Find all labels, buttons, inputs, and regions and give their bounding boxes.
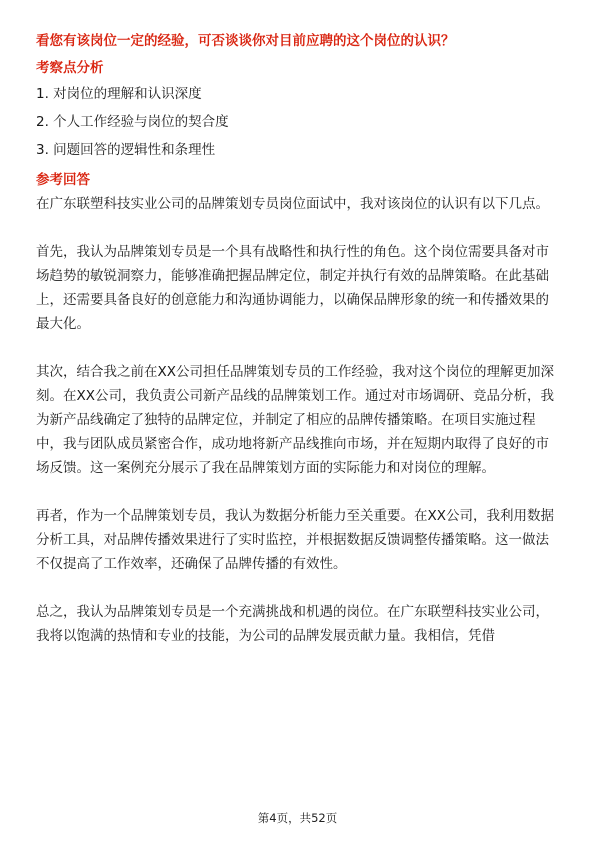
analysis-heading: 考察点分析 — [36, 60, 104, 76]
analysis-point: 1. 对岗位的理解和认识深度 — [36, 86, 202, 102]
answer-paragraph: 再者，作为一个品牌策划专员，我认为数据分析能力至关重要。在XX公司，我利用数据分析工具，对品牌传播效果进行了实时监控，并根据数据反馈调整传播策略。这一做法不仅提高了工作效率，还确保了品牌传播的有效性。 — [36, 508, 554, 572]
answer-paragraph: 总之，我认为品牌策划专员是一个充满挑战和机遇的岗位。在广东联塑科技实业公司，我将以饱满的热情和专业的技能，为公司的品牌发展贡献力量。我相信，凭借 — [36, 604, 549, 644]
analysis-point: 3. 问题回答的逻辑性和条理性 — [36, 142, 216, 158]
answer-paragraph: 其次，结合我之前在XX公司担任品牌策划专员的工作经验，我对这个岗位的理解更加深刻。在XX公司，我负责公司新产品线的品牌策划工作。通过对市场调研、竞品分析，我为新产品线确定了独特的品牌定位，并制定了相应的品牌传播策略。在项目实施过程中，我与团队成员紧密合作，成功地将新产品线推向市场，并在短期内取得了良好的市场反馈。这一案例充分展示了我在品牌策划方面的实际能力和对岗位的理解。 — [36, 364, 554, 476]
document-page — [36, 30, 561, 672]
interview-question: 看您有该岗位一定的经验，可否谈谈你对目前应聘的这个岗位的认识？ — [36, 33, 455, 49]
page-number: 第4页，共52页 — [257, 811, 338, 825]
answer-heading: 参考回答 — [36, 172, 90, 188]
answer-paragraph: 首先，我认为品牌策划专员是一个具有战略性和执行性的角色。这个岗位需要具备对市场趋势的敏锐洞察力，能够准确把握品牌定位，制定并执行有效的品牌策略。在此基础上，还需要具备良好的创意能力和沟通协调能力，以确保品牌形象的统一和传播效果的最大化。 — [36, 244, 549, 332]
answer-paragraph: 在广东联塑科技实业公司的品牌策划专员岗位面试中，我对该岗位的认识有以下几点。 — [36, 196, 549, 212]
analysis-point: 2. 个人工作经验与岗位的契合度 — [36, 114, 229, 130]
